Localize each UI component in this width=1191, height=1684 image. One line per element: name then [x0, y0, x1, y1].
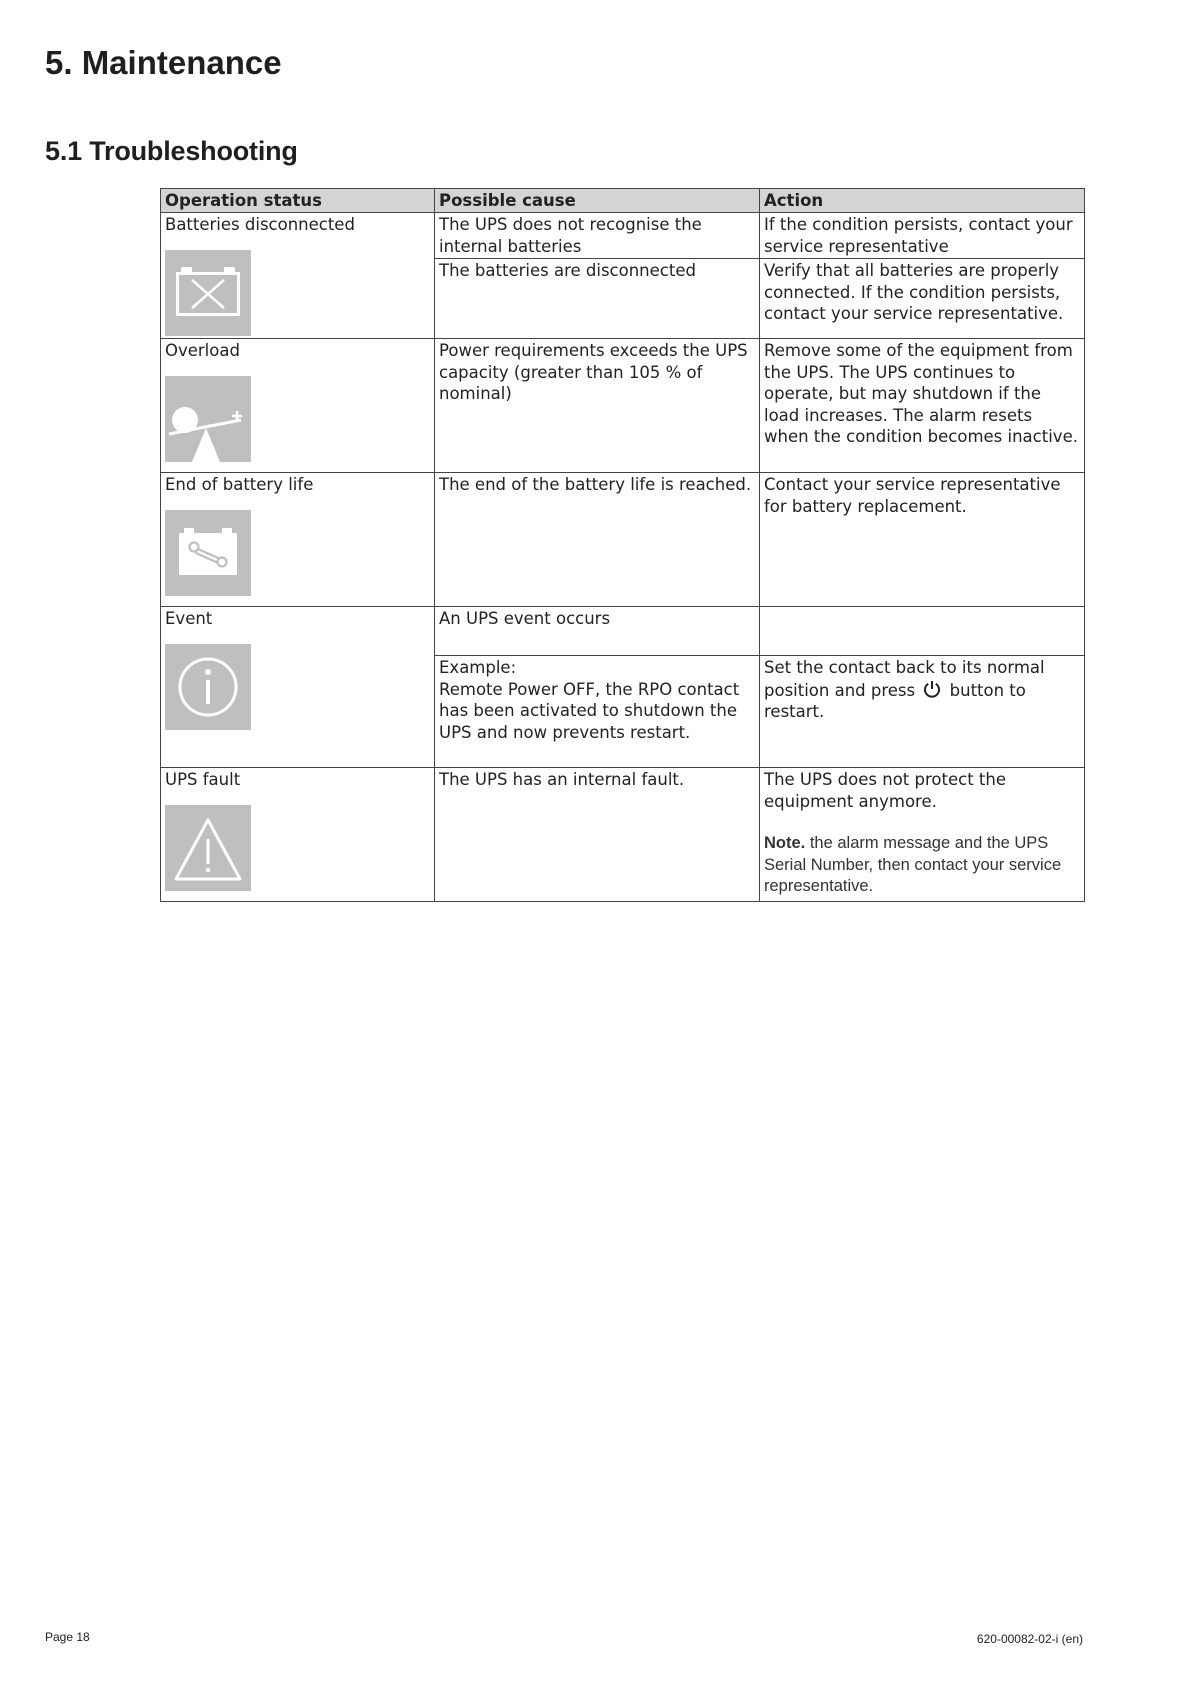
warning-icon: [165, 805, 251, 891]
table-row: [161, 339, 1085, 473]
table-row: [161, 473, 1085, 607]
status-label: Overload: [165, 341, 240, 360]
cause-line: Example:: [439, 658, 517, 677]
action-cell: Remove some of the equipment from the UPS. The UPS continues to operate, but may shutdown if the load increases. The alarm resets when the condition becomes inactive.: [760, 339, 1085, 473]
header-action: Action: [760, 189, 1085, 213]
chapter-title: 5. Maintenance: [45, 44, 282, 81]
action-text-after: button to restart.: [764, 680, 1026, 721]
table-header-row: [161, 189, 1085, 213]
cause-cell: The end of the battery life is reached.: [435, 473, 760, 607]
cause-cell: [435, 656, 760, 768]
table-row: [161, 768, 1085, 902]
status-cell-event: [161, 607, 435, 768]
battery-wrench-icon: [165, 510, 251, 596]
action-cell: [760, 768, 1085, 902]
action-cell: [760, 607, 1085, 656]
status-cell-end-of-life: [161, 473, 435, 607]
note-label: Note.: [764, 834, 806, 852]
note: [764, 833, 1080, 898]
status-label: Event: [165, 609, 213, 628]
header-operation-status: Operation status: [161, 189, 435, 213]
status-cell-overload: [161, 339, 435, 473]
status-cell-batteries: [161, 213, 435, 339]
cause-cell: An UPS event occurs: [435, 607, 760, 656]
overload-icon: [165, 376, 251, 462]
status-label: Batteries disconnected: [165, 215, 355, 234]
table-row: [161, 607, 1085, 656]
action-cell: [760, 656, 1085, 768]
table-row: [161, 213, 1085, 259]
power-button-icon: [922, 679, 942, 699]
section-title: 5.1 Troubleshooting: [45, 136, 298, 166]
battery-disconnected-icon: [165, 250, 251, 336]
status-label: End of battery life: [165, 475, 314, 494]
cause-line: Remote Power OFF, the RPO contact has been activated to shutdown the UPS and now prevents restart.: [439, 679, 740, 742]
footer-page-number: Page 18: [45, 1630, 90, 1644]
status-cell-fault: [161, 768, 435, 902]
action-text-before: Set the contact back to its normal position and press: [764, 658, 1045, 700]
cause-cell: The batteries are disconnected: [435, 259, 760, 339]
action-cell: Contact your service representative for battery replacement.: [760, 473, 1085, 607]
info-icon: [165, 644, 251, 730]
troubleshooting-table: [160, 188, 1085, 902]
note-text: the alarm message and the UPS Serial Number, then contact your service representative.: [764, 834, 1062, 895]
status-label: UPS fault: [165, 770, 241, 789]
action-text: The UPS does not protect the equipment anymore.: [764, 770, 1006, 811]
cause-cell: The UPS does not recognise the internal batteries: [435, 213, 760, 259]
action-cell: Verify that all batteries are properly connected. If the condition persists, contact your service representative.: [760, 259, 1085, 339]
cause-cell: The UPS has an internal fault.: [435, 768, 760, 902]
footer-doc-id: 620-00082-02-i (en): [976, 1632, 1083, 1646]
action-cell: If the condition persists, contact your service representative: [760, 213, 1085, 259]
header-possible-cause: Possible cause: [435, 189, 760, 213]
cause-cell: Power requirements exceeds the UPS capacity (greater than 105 % of nominal): [435, 339, 760, 473]
